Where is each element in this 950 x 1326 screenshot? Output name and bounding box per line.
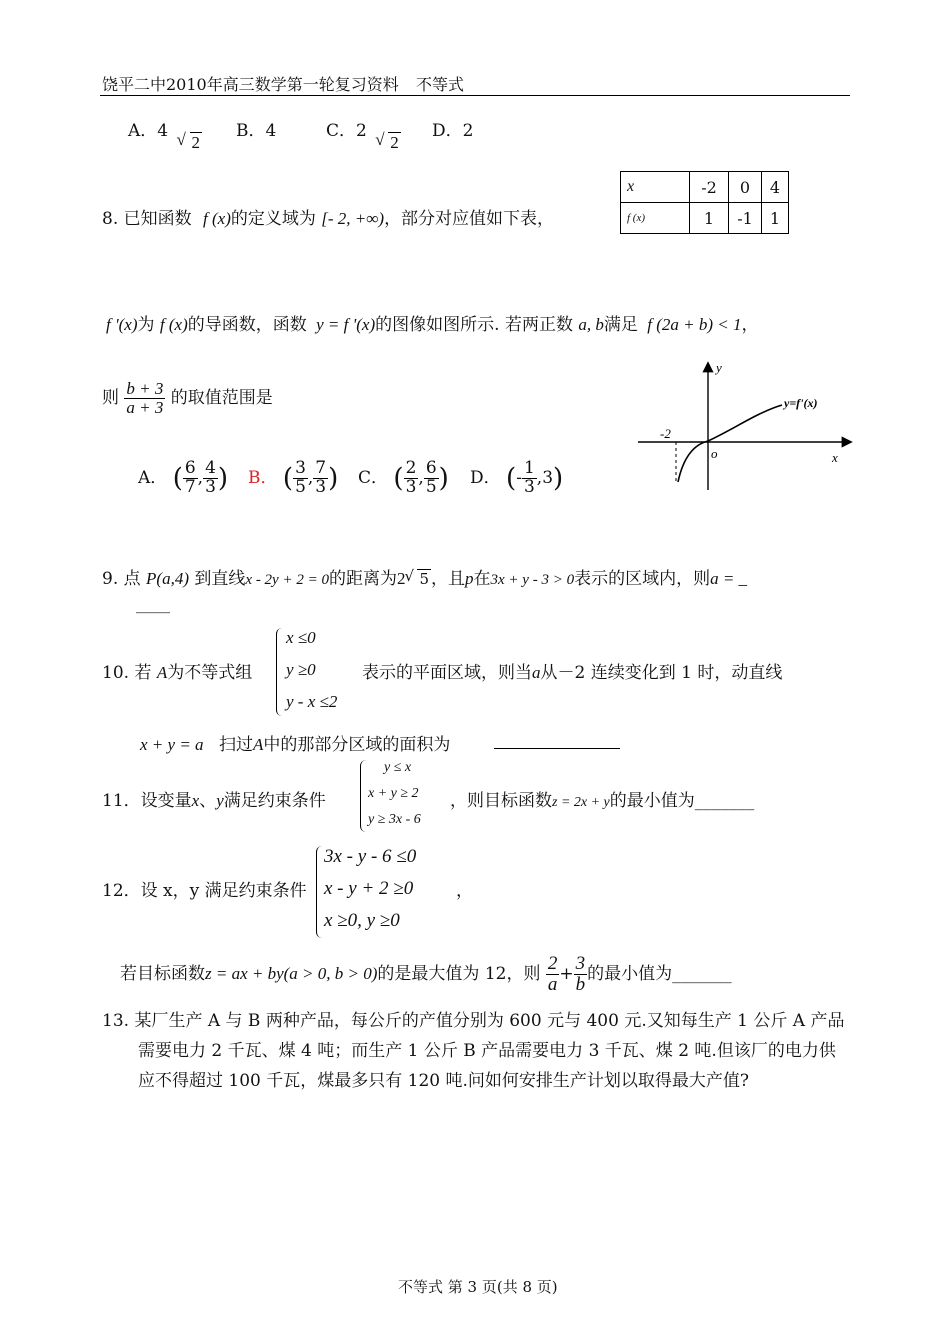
table-cell: 1 xyxy=(690,203,729,234)
q10-system-line-1: x ≤0 xyxy=(286,628,316,647)
table-cell: 1 xyxy=(762,203,789,234)
table-header-fx: f (x) xyxy=(621,203,690,234)
q12-line2: 若目标函数z = ax + by(a > 0, b > 0)的是最大值为 12，则 $\frac{2}{a}$ + $\frac{3}{b}$ 的最小值为_______ xyxy=(120,953,732,995)
q12-answer-blank[interactable]: _______ xyxy=(672,963,732,984)
derivative-curve xyxy=(678,405,782,482)
q11-system-line-3: y ≥ 3x - 6 xyxy=(368,812,421,827)
q8-option-b: B． ( $\frac{3}{5}$ , $\frac{7}{3}$ ) xyxy=(248,458,339,497)
q12-system-line-3: x ≥0, y ≥0 xyxy=(324,910,400,931)
q10-brace xyxy=(276,628,283,716)
q10-lead: 10. 若 A为不等式组 xyxy=(102,663,253,683)
q8-option-d: D． (- $\frac{1}{3}$ ,3) xyxy=(470,458,564,497)
table-cell: 4 xyxy=(762,172,789,203)
table-header-x: x xyxy=(621,172,690,203)
q10-rest: 表示的平面区域，则当a从－2 连续变化到 1 时，动直线 xyxy=(362,663,783,683)
q8-option-a: A． ( $\frac{6}{7}$ , $\frac{4}{3}$ ) xyxy=(138,458,229,497)
q7-option-b: B．4 xyxy=(236,121,277,141)
q12-comma: ， xyxy=(456,881,473,901)
q7-option-d: D．2 xyxy=(432,121,474,141)
q8-fraction: $\frac{b + 3}{a + 3}$ xyxy=(126,379,164,417)
q10-system-line-2: y ≥0 xyxy=(286,660,316,679)
q8-line1: 8. 已知函数 f (x)的定义域为 [- 2, +∞)，部分对应值如下表， xyxy=(102,209,555,229)
q10-answer-blank[interactable] xyxy=(494,748,620,749)
q11-system-line-1: y ≤ x xyxy=(384,760,412,775)
q7-option-a: A．4 √ 2 xyxy=(128,116,202,141)
page-footer: 不等式 第 3 页(共 8 页) xyxy=(398,1278,558,1296)
q10-line2: x + y = a 扫过A中的那部分区域的面积为 xyxy=(140,735,451,755)
table-row xyxy=(621,172,789,203)
x-axis-label: x xyxy=(832,450,838,465)
q8-value-table xyxy=(620,171,789,234)
q8-line3: 则 $\frac{b + 3}{a + 3}$ 的取值范围是 xyxy=(102,379,273,417)
header-rule xyxy=(100,95,850,96)
curve-label: y=f'(x) xyxy=(784,396,818,410)
q12-brace xyxy=(316,846,323,938)
origin-label: o xyxy=(711,446,718,461)
q13-line-1: 13. 某厂生产 A 与 B 两种产品，每公斤的产值分别为 600 元与 400 元.又知每生产 1 公斤 A 产品 xyxy=(102,1011,845,1031)
q8-option-c: C． ( $\frac{2}{3}$ , $\frac{6}{5}$ ) xyxy=(358,458,449,497)
table-row xyxy=(621,203,789,234)
q7-option-c: C．2 √ 2 xyxy=(326,116,401,141)
q13-line-3: 应不得超过 100 千瓦，煤最多只有 120 吨.问如何安排生产计划以取得最大产值? xyxy=(138,1071,750,1091)
q12-system-line-2: x - y + 2 ≥0 xyxy=(324,878,414,899)
q9-blank[interactable]: ____ xyxy=(136,594,170,614)
q13-line-2: 需要电力 2 千瓦、煤 4 吨；而生产 1 公斤 B 产品需要电力 3 千瓦、煤 2 吨.但该厂的电力供 xyxy=(138,1041,836,1061)
q11-rest: ，则目标函数z = 2x + y的最小值为_______ xyxy=(450,791,755,811)
q8-derivative-graph xyxy=(636,358,858,492)
y-axis-label: y xyxy=(716,360,722,375)
q11-answer-blank[interactable]: _______ xyxy=(694,791,755,811)
q12-system-line-1: 3x - y - 6 ≤0 xyxy=(324,846,417,867)
q11-brace xyxy=(360,760,367,832)
q10-system-line-3: y - x ≤2 xyxy=(286,692,338,711)
q11-lead: 11．设变量x、y满足约束条件 xyxy=(102,791,326,811)
header-title: 饶平二中2010年高三数学第一轮复习资料 xyxy=(102,75,399,94)
q12-lead: 12．设 x，y 满足约束条件 xyxy=(102,881,307,901)
table-cell: -2 xyxy=(690,172,729,203)
table-cell: 0 xyxy=(729,172,762,203)
header-topic: 不等式 xyxy=(416,75,465,94)
q9-line: 9. 点 P(a,4) 到直线x - 2y + 2 = 0的距离为2√ 5 ，且p在3x + y - 3 > 0表示的区域内，则a = _ xyxy=(102,564,747,589)
q8-line2: f '(x)为 f (x)的导函数，函数 y = f '(x)的图像如图所示. 若两正数 a, b满足 f (2a + b) < 1， xyxy=(106,315,759,335)
tick-label: -2 xyxy=(660,426,671,441)
table-cell: -1 xyxy=(729,203,762,234)
q11-system-line-2: x + y ≥ 2 xyxy=(368,786,419,801)
